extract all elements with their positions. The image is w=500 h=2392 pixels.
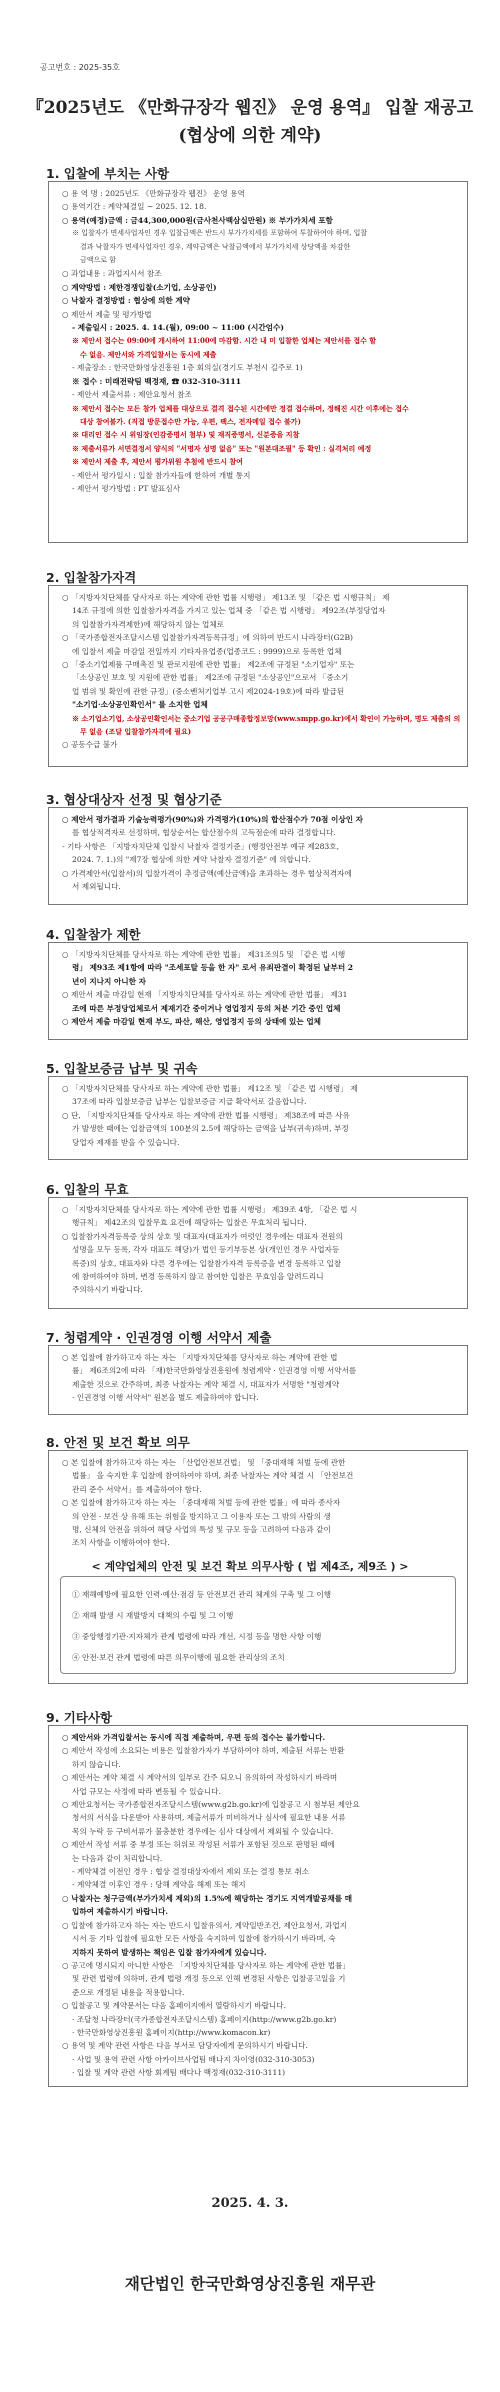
line: ○ 단, 「지방자치단체를 당사자로 하는 계약에 관한 법률 시행령」 제38조에 따른 사유 [62,1110,350,1120]
section-title-7: 7. 청렴계약 · 인권경영 이행 서약서 제출 [46,1330,272,1345]
line: 및 관련 법령에 의하며, 관계 법령 개정 등으로 인해 변경된 사항은 입찰공고일을 기 [72,1974,346,1984]
law-item: ② 재해 발생 시 재발방지 대책의 수립 및 그 이행 [72,1611,234,1620]
law-item: ① 재해예방에 필요한 인력·예산·점검 등 안전보건 관리 체계의 구축 및 그 이행 [72,1590,332,1599]
line: ○ 입찰에 참가하고자 하는 자는 반드시 입찰유의서, 계약일반조건, 제안요청서, 과업지 [62,1920,347,1930]
line: 행규칙」 제42조의 입찰무효 요건에 해당하는 입찰은 무효처리 됩니다. [72,1218,307,1228]
line: ○ 제안서 작성에 소요되는 비용은 입찰참가자가 부담하여야 하며, 제출된 서류는 반환 [62,1746,345,1756]
line: ※ 소기업소기업, 소상공인확인서는 중소기업 공공구매종합정보망(www.smpp.go.kr)에서 확인이 가능하며, 명도 제출의 의 [72,713,461,723]
line: ○ 제안서 평가결과 기술능력평가(90%)와 가격평가(10%)의 합산점수가 70점 이상인 자 [62,815,364,824]
line: - 기타 사항은 「지방자치단체 입찰시 낙찰자 결정기준」(행정안전부 예규 제283호, [62,841,339,851]
line: 를 협상적격자로 선정하며, 협상순서는 합산점수의 고득점순에 따라 결정합니다. [72,828,336,838]
line: ○ 「지방자치단체를 당사자로 하는 계약에 관한 법률 시행령」 제39조 4항, 「같은 법 시 [62,1205,358,1214]
line: 입하여 제출하시기 바랍니다. [72,1907,168,1917]
line: 사업 규모는 사정에 따라 변동될 수 있습니다. [72,1786,221,1796]
link-line[interactable]: · 조달청 나라장터(국가종합전자조달시스템) 홈페이지(http://www.g2b.go.kr) [72,2014,337,2024]
line: ○ 낙찰자 결정방법 : 협상에 의한 계약 [62,296,190,306]
line: - 계약체결 이전인 경우 : 협상 결정대상자에서 제외 또는 결정 통보 취소 [72,1867,310,1877]
section-title-3: 3. 협상대상자 선정 및 협상기준 [46,792,222,807]
line: 대상 참여불가. (직접 방문접수만 가능, 우편, 팩스, 전자메일 접수 불가) [80,416,301,426]
line: 조치 사항을 이행하여야 한다. [72,1538,170,1548]
line: ○ 제안서 제출 및 평가방법 [62,309,152,319]
line: ○ 본 입찰에 참가하고자 하는 자는 「지방자치단체를 당사자로 하는 계약에 관한 법 [62,1353,338,1362]
line: ○ 과업내용 : 과업지시서 참조 [62,269,162,279]
line: ○ 공고에 명시되지 아니한 사항은 「지방자치단체를 당사자로 하는 계약에 관한 법률」 [62,1960,351,1970]
line: ○ 낙찰자는 청구금액(부가가치세 제외)의 1.5%에 해당하는 경기도 지역개발공채를 매 [62,1893,353,1903]
document-date: 2025. 4. 3. [211,2196,289,2211]
line: ○ 용 역 명 : 2025년도 《만화규장각 웹진》 운영 용역 [62,189,245,198]
section-body-5 [62,1082,462,1149]
line: - 제안서 평가방법 : PT 발표심사 [72,483,181,493]
law-item: ③ 중앙행정기관·지자체가 관계 법령에 따라 개선, 시정 등을 명한 사항 이행 [72,1632,322,1641]
line: ○ 본 입찰에 참가하고자 하는 자는 「중대재해 처벌 등에 관한 법률」에 따라 종사자 [62,1498,341,1508]
line: 조에 따른 부정당업체로서 제재기간 중이거나 영업정지 등의 처분 기간 중인 업체 [72,1003,341,1013]
section-body-8 [62,1456,462,1550]
line: 법률」 을 숙지한 후 입찰에 참여하여야 하며, 최종 낙찰자는 계약 체결 시 「안전보건 [72,1471,354,1481]
line: 14조 규정에 의한 입찰참가자격을 가지고 있는 업체 중 「같은 법 시행령」 제92조(부정당업자 [72,606,386,616]
section-body-4 [62,948,462,1028]
document-subtitle: (협상에 의한 계약) [178,126,322,146]
section-body-3 [62,813,462,893]
line: - 제안서 평가일시 : 입찰 참가자들에 한하여 개별 통지 [72,470,251,480]
section-body-9 [62,1731,462,2080]
line: 년이 지나지 아니한 자 [72,976,146,986]
notice-number: 공고번호 : 2025-35호 [40,63,120,72]
line: ※ 대리인 접수 시 위임장(인감증명서 첨부) 및 재직증명서, 신분증을 지참 [72,430,300,440]
section-title-1: 1. 입찰에 부치는 사항 [46,166,170,181]
line: 2024. 7. 1.)의 "제7장 협상에 의한 계약 낙찰자 결정기준" 에 의합니다. [72,855,311,865]
line: 시서 등 기타 입찰에 필요한 모든 사항을 숙지하여 입찰에 참가하시기 바라며, 숙 [72,1934,336,1944]
line: - 제출장소 : 한국만화영상진흥원 1층 회의실(경기도 부천시 길주로 1) [72,363,303,373]
line: ※ 접수 : 미래전략팀 백정재, ☎ 032-310-3111 [72,376,241,386]
line: ○ 입찰공고 및 계약문서는 다음 홈페이지에서 열람하시기 바랍니다. [62,2001,286,2011]
line: ○ 용역(예정)금액 : 금44,300,000원(금사천사백삼십만원) ※ 부가가치세 포함 [62,215,333,225]
line: 준으로 개정된 내용을 적용합니다. [72,1987,185,1997]
line: 결과 낙찰자가 면세사업자인 경우, 계약금액은 낙찰금액에서 부가가치세 상당액을 차감한 [80,242,351,251]
line: 무 없음 (조달 입찰참가자격에 필요) [80,727,192,737]
line: "소기업·소상공인확인서" 를 소지한 업체 [72,700,208,710]
line: 률」 제6조의2에 따라 「재)한국만화영상진흥원에 청렴계약 · 인권경영 이행 서약서를 [72,1366,357,1376]
line: 록증)의 상호, 대표자와 다른 경우에는 입찰참가자격 등록증을 변경 등록하고 입찰 [72,1258,342,1268]
line: ※ 제안서 접수는 09:00에 개시하여 11:00에 마감함. 시간 내 미 입찰한 업체는 제안서를 접수 할 [72,336,377,346]
line: ○ 용역 및 계약 관련 사항은 다음 부서로 담당자에게 문의하시기 바랍니다. [62,2041,308,2051]
line: ○ 제안서 작성 서류 중 부정 또는 허위로 작성된 서류가 포함된 것으로 판명된 때에 [62,1840,335,1850]
section-body-7 [62,1351,462,1405]
line: ○ 가격제안서(입찰서)의 입찰가격이 추정금액(예산금액)을 초과하는 경우 협상적격자에 [62,868,352,878]
link-line[interactable]: · 한국만화영상진흥원 홈페이지(http://www.komacon.kr) [72,2027,271,2037]
line: 「소상공인 보호 및 지원에 관한 법률」 제2조에 규정된 "소상공인"으로서 「중소기 [72,673,349,683]
line: 서 제외됩니다. [72,882,121,892]
line: 에 입찰서 제출 마감일 전일까지 기타자유업종(업종코드 : 9999)으로 등록한 업체 [72,646,342,656]
line: 가 발생한 때에는 입찰금액의 100분의 2.5에 해당하는 금액을 납부(귀속)하며, 부정 [72,1124,349,1134]
line: - 계약체결 이후인 경우 : 당해 계약을 해제 또는 해지 [72,1880,246,1890]
section-title-4: 4. 입찰참가 제한 [46,927,141,942]
document-title: 『2025년도 《만화규장각 웹진》 운영 용역』 입찰 재공고 [26,98,474,118]
line: ○ 제안서 제출 마감일 현재 부도, 파산, 해산, 영업정지 등의 상태에 있는 업체 [62,1017,322,1027]
line: - 제출일시 : 2025. 4. 14.(월), 09:00 ~ 11:00 (시간엄수) [72,323,284,333]
line: ○ 「국가종합전자조달시스템 입찰참가자격등록규정」에 의하여 반드시 나라장터(G2B) [62,633,354,643]
line: ○ 본 입찰에 참가하고자 하는 자는 「산업안전보건법」 및 「중대재해 처벌 등에 관한 [62,1458,346,1467]
line: ○ 제안요청서는 국가종합전자조달시스템(www.g2b.go.kr)에 입찰공고 시 첨부된 제안요 [62,1800,360,1810]
line: · 사업 및 용역 관련 사항 아카이브사업팀 배나지 차이영(032-310-3053) [72,2054,315,2064]
line: ○ 「지방자치단체를 당사자로 하는 계약에 관한 법률」 제12조 및 「같은 법 시행령」 제 [62,1084,358,1093]
line: ○ 제안서 제출 마감일 현재 「지방자치단체를 당사자로 하는 계약에 관한 법률」 제31 [62,990,348,1000]
section-title-2: 2. 입찰참가자격 [46,570,137,585]
line: ○ 제안서는 계약 체결 시 계약서의 일부로 간주 되오니 유의하여 작성하시기 바라며 [62,1773,338,1783]
line: 주의하시기 바랍니다. [72,1285,143,1295]
line: ※ 제안서 제출 후, 제안서 평가위원 추첨에 반드시 참여 [72,457,243,467]
organization-name: 재단법인 한국만화영상진흥원 재무관 [124,2274,376,2293]
line: · 입찰 및 계약 관련 사항 회계팀 배다나 백정재(032-310-3111) [72,2068,286,2078]
line: ○ 제안서와 가격입찰서는 동시에 직접 제출하며, 우편 등의 접수는 불가합니다. [62,1733,326,1742]
line: 의 입찰참가자격제한)에 해당하지 않는 업체로 [72,619,224,629]
section-title-8: 8. 안전 및 보건 확보 의무 [46,1435,190,1450]
line: ※ 입찰자가 면세사업자인 경우 입찰금액은 반드시 부가가치세를 포함하여 투찰하여야 하며, 입찰 [72,229,368,238]
line: 는 다음과 같이 처리합니다. [72,1853,163,1863]
line: ○ 계약방법 : 제한경쟁입찰(소기업, 소상공인) [62,282,217,292]
line: 하지 않습니다. [72,1759,121,1769]
line: ○ 입찰참가자격등록증 상의 상호 및 대표자(대표자가 여럿인 경우에는 대표자 전원의 [62,1231,343,1241]
line: 목의 누락 등 구비서류가 불충분한 경우에는 심사 대상에서 제외될 수 있습니다. [72,1826,334,1836]
line: ※ 제출서류가 서면결정서 양식의 "서명자 성명 없음" 또는 "원본대조필" 등 확인 : 실격처리 예정 [72,443,372,453]
line: 지하지 못하여 발생하는 책임은 입찰 참가자에게 있습니다. [72,1947,267,1957]
line: ○ 「지방자치단체를 당사자로 하는 계약에 관한 법률」 제31조의5 및 「같은 법 시행 [62,950,346,959]
line: 에 참여하여야 하며, 변경 등록하지 않고 참여한 입찰은 무효임을 알려드리니 [72,1272,324,1282]
line: 37조에 따라 입찰보증금 납부는 입찰보증금 지급 확약서로 갈음합니다. [72,1097,307,1107]
line: 금액으로 함 [80,256,117,265]
line: 명, 신체의 안전을 위하여 해당 사업의 특성 및 규모 등을 고려하여 다음과 같이 [72,1525,331,1535]
line: 청서의 서식을 다운받아 사용하며, 제출서류가 미비하거나 심사에 필요한 내용 서류 [72,1813,346,1823]
law-item: ④ 안전·보건 관계 법령에 따른 의무이행에 필요한 관리상의 조치 [72,1653,285,1662]
line: 성명을 모두 등록, 각자 대표도 해당)가 법인 등기부등본 상(개인인 경우 사업자등 [72,1245,340,1255]
line: 당업자 제재를 받을 수 있습니다. [72,1137,180,1147]
law-box-title: < 계약업체의 안전 및 보건 확보 의무사항 ( 법 제4조, 제9조 ) > [91,1560,409,1573]
section-body-6 [62,1203,462,1297]
line: 수 없음. 제안서와 가격입찰서는 동시에 제출 [80,349,217,359]
line: 제출한 것으로 간주하며, 최종 낙찰자는 계약 체결 시, 대표자가 서명한 "청렴계약 [72,1379,340,1389]
line: ○ 「중소기업제품 구매촉진 및 판로지원에 관한 법률」 제2조에 규정된 "소기업자" 또는 [62,660,355,670]
section-body-1 [62,187,462,495]
line: 령」 제93조 제1항에 따라 "조세포탈 등을 한 자" 로서 유죄판결이 확정된 날부터 2 [72,963,354,973]
line: 업 범위 및 확인에 관한 규정」(중소벤처기업부 고시 제2024-19호)에 따라 발급된 [72,686,345,696]
section-body-2 [62,591,462,752]
section-title-5: 5. 입찰보증금 납부 및 귀속 [46,1061,198,1076]
line: ※ 제안서 접수는 모든 참가 업체를 대상으로 결격 접수된 시간에만 정결 접수하며, 정해진 시간 이후에는 접수 [72,403,409,413]
section-title-9: 9. 기타사항 [46,1710,113,1725]
line: - 제안서 제출서류 : 제안요청서 참조 [72,390,192,400]
section-title-6: 6. 입찰의 무효 [46,1182,129,1197]
law-box-items [72,1584,452,1668]
line: ○ 「지방자치단체를 당사자로 하는 계약에 관한 법률 시행령」 제13조 및 「같은 법 시행규칙」 제 [62,593,390,602]
line: 의 안전 · 보건 상 유해 또는 위험을 방지하고 그 이용자 또는 그 밖의 사람의 생 [72,1511,331,1521]
line: ○ 공동수급 불가 [62,740,118,750]
line: 관리 준수 서약서」를 제출하여야 함다. [72,1484,202,1494]
line: · 인권경영 이행 서약서" 원본을 별도 제출하여야 합니다. [72,1393,259,1403]
line: ○ 용역기간 : 계약체결일 ~ 2025. 12. 18. [62,202,207,212]
